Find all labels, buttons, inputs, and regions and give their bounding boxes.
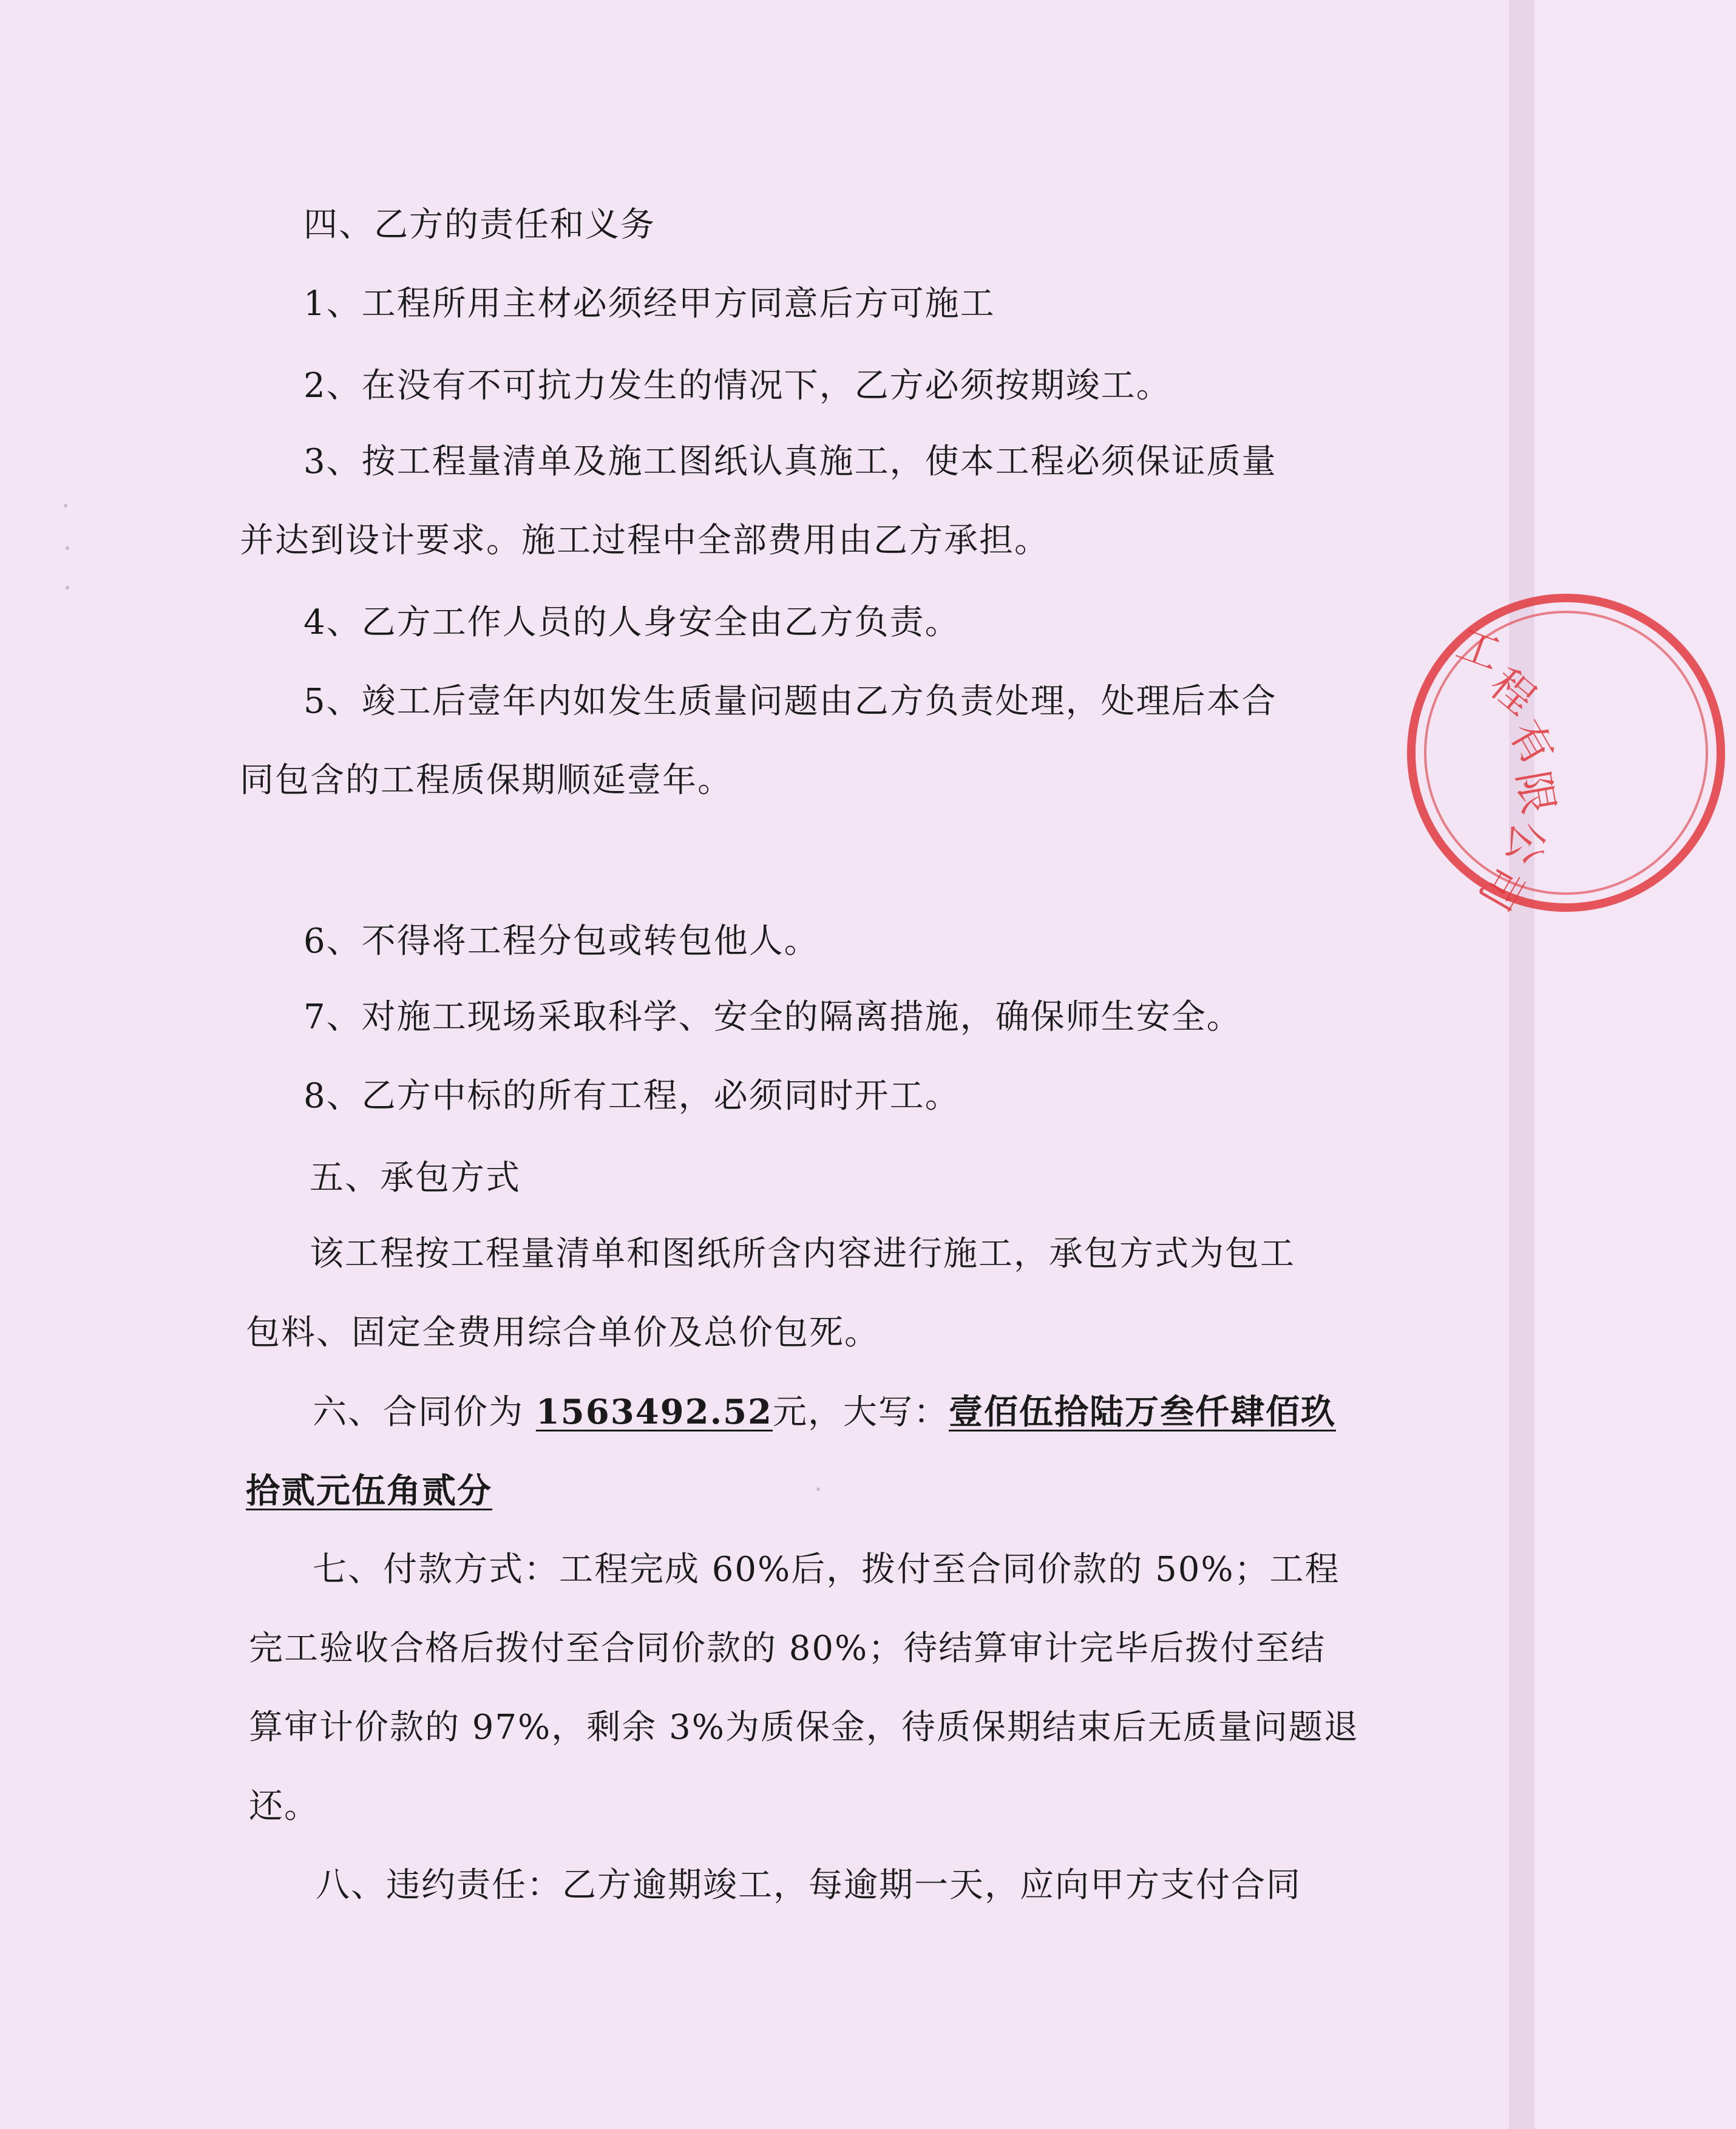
contract-price-line-1 <box>313 1390 1336 1435</box>
scan-speck <box>64 504 67 508</box>
payment-line-3: 算审计价款的 97%，剩余 3%为质保金，待质保期结束后无质量问题退 <box>249 1708 1359 1747</box>
company-seal-stamp <box>1396 583 1736 923</box>
section-heading-5: 五、承包方式 <box>310 1158 521 1198</box>
clause-4: 4、乙方工作人员的人身安全由乙方负责。 <box>303 603 960 642</box>
contract-price-line-2: 拾贰元伍角贰分 <box>246 1471 492 1511</box>
page-edge <box>1509 0 1534 2129</box>
scan-speck <box>816 1487 820 1491</box>
svg-text:限: 限 <box>1507 767 1564 818</box>
clause-6: 6、不得将工程分包或转包他人。 <box>303 922 819 961</box>
clause-8: 8、乙方中标的所有工程，必须同时开工。 <box>303 1076 960 1116</box>
svg-text:程: 程 <box>1480 659 1545 725</box>
section-heading-4: 四、乙方的责任和义务 <box>303 205 656 245</box>
svg-text:有: 有 <box>1499 711 1564 774</box>
clause-1: 1、工程所用主材必须经甲方同意后方可施工 <box>303 284 995 324</box>
clause-3-line-1: 3、按工程量清单及施工图纸认真施工，使本工程必须保证质量 <box>303 442 1277 481</box>
contract-method-line-2: 包料、固定全费用综合单价及总价包死。 <box>246 1313 880 1353</box>
svg-text:工: 工 <box>1450 618 1508 680</box>
svg-text:司: 司 <box>1469 857 1534 919</box>
clause-2: 2、在没有不可抗力发生的情况下，乙方必须按期竣工。 <box>303 366 1171 406</box>
breach-line-1: 八、违约责任：乙方逾期竣工，每逾期一天，应向甲方支付合同 <box>316 1866 1301 1905</box>
payment-line-4: 还。 <box>249 1787 319 1826</box>
payment-line-1: 七、付款方式：工程完成 60%后，拨付至合同价款的 50%；工程 <box>313 1550 1340 1589</box>
scan-speck <box>66 586 69 589</box>
clause-5-line-2: 同包含的工程质保期顺延壹年。 <box>240 761 733 800</box>
svg-text:公: 公 <box>1497 818 1554 869</box>
contract-method-line-1: 该工程按工程量清单和图纸所含内容进行施工，承包方式为包工 <box>310 1234 1295 1274</box>
contract-price-label: 六、合同价为 <box>313 1393 536 1432</box>
clause-5-line-1: 5、竣工后壹年内如发生质量问题由乙方负责处理，处理后本合 <box>303 682 1277 721</box>
clause-7: 7、对施工现场采取科学、安全的隔离措施，确保师生安全。 <box>303 997 1242 1037</box>
contract-price-amount: 1563492.52 <box>535 1392 773 1432</box>
clause-3-line-2: 并达到设计要求。施工过程中全部费用由乙方承担。 <box>240 521 1049 560</box>
contract-price-mid: 元，大写： <box>773 1393 949 1432</box>
contract-price-uppercase: 壹佰伍拾陆万叁仟肆佰玖 <box>949 1392 1336 1432</box>
scan-speck <box>66 546 69 550</box>
payment-line-2: 完工验收合格后拨付至合同价款的 80%；待结算审计完毕后拨付至结 <box>249 1629 1326 1668</box>
